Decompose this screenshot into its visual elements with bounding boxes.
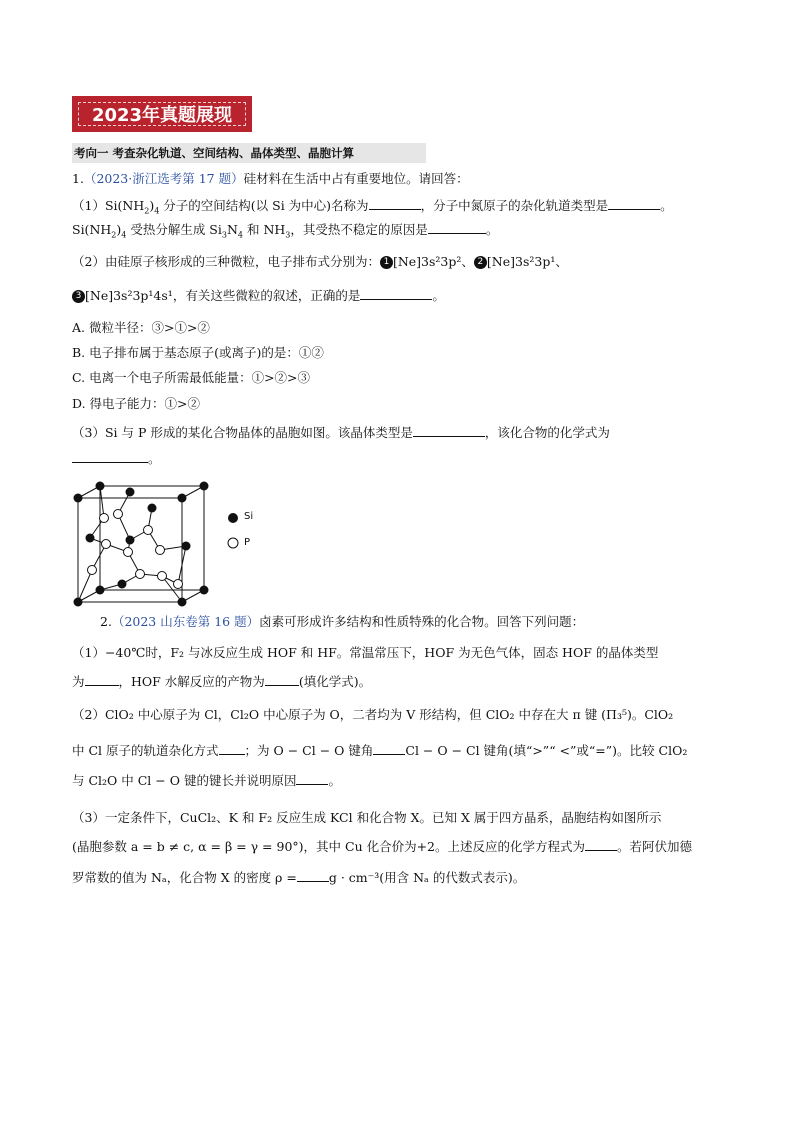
text: Si(NH xyxy=(72,222,112,237)
text: 。若阿伏加德 xyxy=(617,839,693,854)
q1-number: 1. xyxy=(72,171,84,186)
text: （2）由硅原子核形成的三种微粒，电子排布式分别为： xyxy=(72,254,380,269)
text: （3）Si 与 P 形成的某化合物晶体的晶胞如图。该晶体类型是 xyxy=(72,425,413,440)
text: ；为 O − Cl − O 键角 xyxy=(244,743,374,758)
q2-header xyxy=(100,612,584,632)
text: 受热分解生成 Si xyxy=(126,222,222,237)
q1-option-b: B. 电子排布属于基态原子(或离子)的是：①② xyxy=(72,345,324,360)
q1-option-d: D. 得电子能力：①>② xyxy=(72,396,200,411)
answer-blank[interactable] xyxy=(428,221,486,234)
q2-part1-line2 xyxy=(72,672,371,692)
answer-blank[interactable] xyxy=(85,673,119,686)
banner-title: 2023年真题展现 xyxy=(91,105,233,126)
text: ，该化合物的化学式为 xyxy=(484,425,610,440)
text: 与 Cl₂O 中 Cl − O 键的键长并说明原因 xyxy=(72,773,297,788)
circled-1-icon: 1 xyxy=(380,256,393,269)
q2-number: 2. xyxy=(100,614,112,629)
answer-blank[interactable] xyxy=(72,450,148,463)
q1-option-c: C. 电离一个电子所需最低能量：①>②>③ xyxy=(72,370,311,385)
q2-part3-line3 xyxy=(72,868,525,888)
text: N xyxy=(226,222,238,237)
text: ) xyxy=(149,198,155,213)
q1-option-a: A. 微粒半径：③>①>② xyxy=(72,320,210,335)
text: 为 xyxy=(72,674,85,689)
legend-si-label: Si xyxy=(244,511,254,522)
answer-blank[interactable] xyxy=(360,287,432,300)
text: ，有关这些微粒的叙述，正确的是 xyxy=(172,288,361,303)
electron-config-3: [Ne]3s²3p¹4s¹ xyxy=(85,288,173,303)
q1-part2-line1: （2）由硅原子核形成的三种微粒，电子排布式分别为： 1 [Ne]3s²3p²、 2 [Ne]3s²3p¹、 xyxy=(72,254,568,269)
answer-blank[interactable] xyxy=(297,869,329,882)
answer-blank[interactable] xyxy=(373,742,405,755)
answer-blank[interactable] xyxy=(608,197,660,210)
answer-blank[interactable] xyxy=(219,742,245,755)
q2-source: （2023 山东卷第 16 题） xyxy=(111,614,260,629)
text: (填化学式)。 xyxy=(298,674,372,689)
text: 罗常数的值为 Nₐ，化合物 X 的密度 ρ = xyxy=(72,870,297,885)
answer-blank[interactable] xyxy=(296,772,328,785)
text: 。 xyxy=(328,773,341,788)
circled-2-icon: 2 xyxy=(474,256,487,269)
electron-config-1: [Ne]3s²3p² xyxy=(392,254,462,269)
q2-part3-line2 xyxy=(72,837,692,857)
unit-cell-diagram xyxy=(70,478,220,608)
q1-header xyxy=(72,169,469,189)
text: 中 Cl 原子的轨道杂化方式 xyxy=(72,743,219,758)
q2-part2-line3 xyxy=(72,771,341,791)
q2-part3-line1: （3）一定条件下，CuCl₂、K 和 F₂ 反应生成 KCl 和化合物 X。已知 X 属于四方晶系，晶胞结构如图所示 xyxy=(72,810,662,825)
text: g · cm⁻³(用含 Nₐ 的代数式表示)。 xyxy=(328,870,526,885)
q2-part1-line1: （1）−40℃时，F₂ 与冰反应生成 HOF 和 HF。常温常压下，HOF 为无色气体，固态 HOF 的晶体类型 xyxy=(72,645,659,660)
text: 和 NH xyxy=(243,222,286,237)
q2-intro: 卤素可形成许多结构和性质特殊的化合物。回答下列问题： xyxy=(259,614,585,629)
q2-part2-line2 xyxy=(72,741,687,761)
legend-p-label: P xyxy=(244,537,251,548)
answer-blank[interactable] xyxy=(369,197,421,210)
q2-part2-line1: （2）ClO₂ 中心原子为 Cl，Cl₂O 中心原子为 O，二者均为 V 形结构，但 ClO₂ 中存在大 π 键 (Π₃⁵)。ClO₂ xyxy=(72,707,674,722)
text: （1）Si(NH xyxy=(72,198,145,213)
text: ) xyxy=(116,222,122,237)
q1-part2-line2: 3 [Ne]3s²3p¹4s¹，有关这些微粒的叙述，正确的是 。 xyxy=(72,286,445,306)
p-legend-icon xyxy=(227,537,239,549)
q1-intro: 硅材料在生活中占有重要地位。请回答： xyxy=(243,171,469,186)
answer-blank[interactable] xyxy=(265,673,299,686)
q1-part3-line2: 。 xyxy=(72,449,161,469)
text: Cl − O − Cl 键角(填“>”“ <”或“=”)。比较 ClO₂ xyxy=(405,743,688,758)
q1-source: （2023·浙江选考第 17 题） xyxy=(83,171,244,186)
text: ，其受热不稳定的原因是 xyxy=(290,222,428,237)
electron-config-2: [Ne]3s²3p¹ xyxy=(486,254,556,269)
answer-blank[interactable] xyxy=(585,838,617,851)
text: 分子的空间结构(以 Si 为中心)名称为 xyxy=(159,198,369,213)
text: ，分子中氮原子的杂化轨道类型是 xyxy=(420,198,609,213)
section-heading: 考向一 考查杂化轨道、空间结构、晶体类型、晶胞计算 xyxy=(72,143,426,163)
section-banner xyxy=(72,96,252,132)
si-legend-icon xyxy=(227,512,239,524)
q1-part1-line1: $(1)Si(NH_2)_4$ 分子的空间结构(以 Si 为中心)名称为 ，分子中氮原子的杂化轨道类型是 。 xyxy=(72,198,673,216)
q1-part3-line1 xyxy=(72,423,610,443)
answer-blank[interactable] xyxy=(413,424,485,437)
circled-3-icon: 3 xyxy=(72,290,85,303)
text: ，HOF 水解反应的产物为 xyxy=(118,674,265,689)
text: (晶胞参数 a = b ≠ c, α = β = γ = 90°)，其中 Cu 化合价为+2。上述反应的化学方程式为 xyxy=(72,839,586,854)
q1-part1-line2: $Si(NH_2)_4$ 受热分解生成 $Si_3N_4$ 和 $NH_3$，其受热不稳定的原因是 。 xyxy=(72,222,499,240)
